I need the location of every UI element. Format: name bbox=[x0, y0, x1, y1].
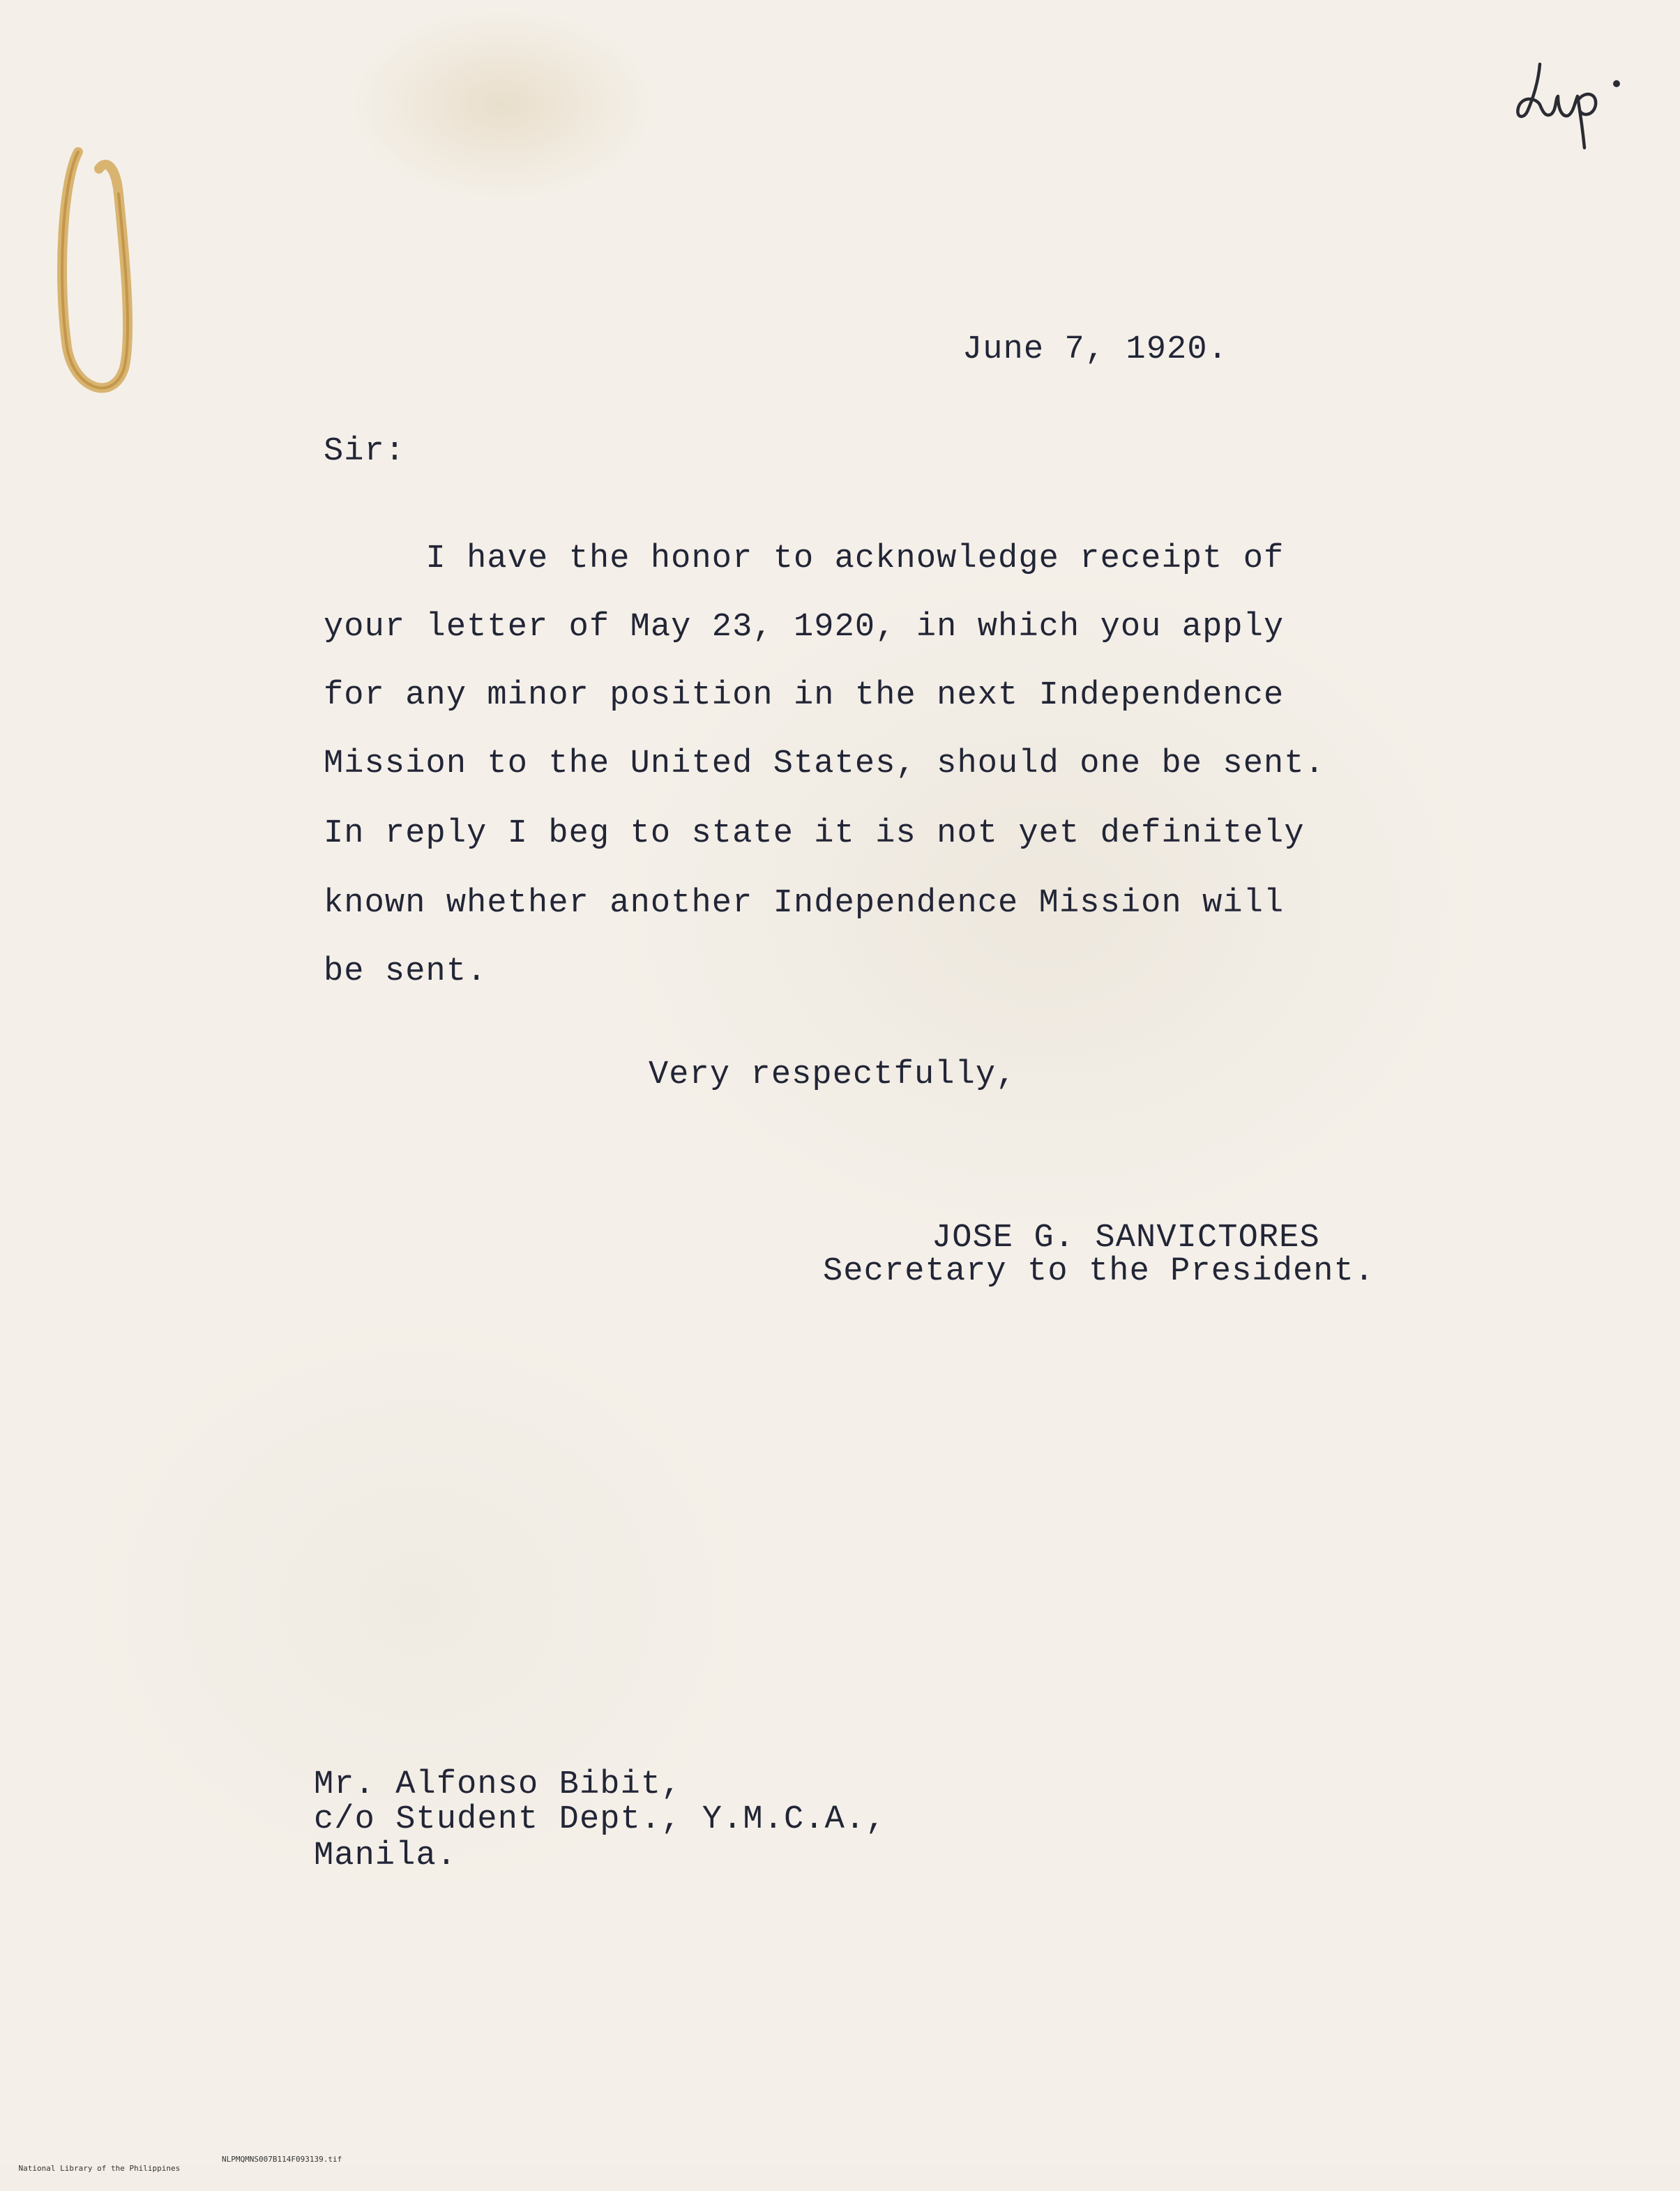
body-line: for any minor position in the next Independence bbox=[324, 677, 1285, 714]
address-line: Mr. Alfonso Bibit, bbox=[314, 1766, 682, 1803]
address-line: c/o Student Dept., Y.M.C.A., bbox=[314, 1801, 886, 1838]
salutation: Sir: bbox=[324, 433, 406, 470]
body-line: Mission to the United States, should one be sent. bbox=[324, 745, 1325, 782]
signatory-name: JOSE G. SANVICTORES bbox=[932, 1220, 1320, 1257]
body-line: known whether another Independence Mission will bbox=[324, 885, 1285, 922]
body-line: In reply I beg to state it is not yet definitely bbox=[324, 815, 1305, 852]
file-name-label: NLPMQMNS007B114F093139.tif bbox=[222, 2155, 342, 2164]
scan-footer bbox=[0, 2155, 342, 2191]
paper-clip-stain-icon bbox=[57, 138, 135, 407]
signatory-title: Secretary to the President. bbox=[823, 1253, 1375, 1290]
handwritten-dup-note bbox=[1512, 50, 1644, 155]
address-line: Manila. bbox=[314, 1837, 457, 1874]
body-line: I have the honor to acknowledge receipt of bbox=[324, 540, 1285, 577]
body-line: your letter of May 23, 1920, in which you apply bbox=[324, 609, 1285, 646]
body-line: be sent. bbox=[324, 953, 487, 990]
closing: Very respectfully, bbox=[649, 1056, 1017, 1093]
letter-date: June 7, 1920. bbox=[962, 331, 1228, 368]
institution-label: National Library of the Philippines bbox=[18, 2164, 181, 2173]
